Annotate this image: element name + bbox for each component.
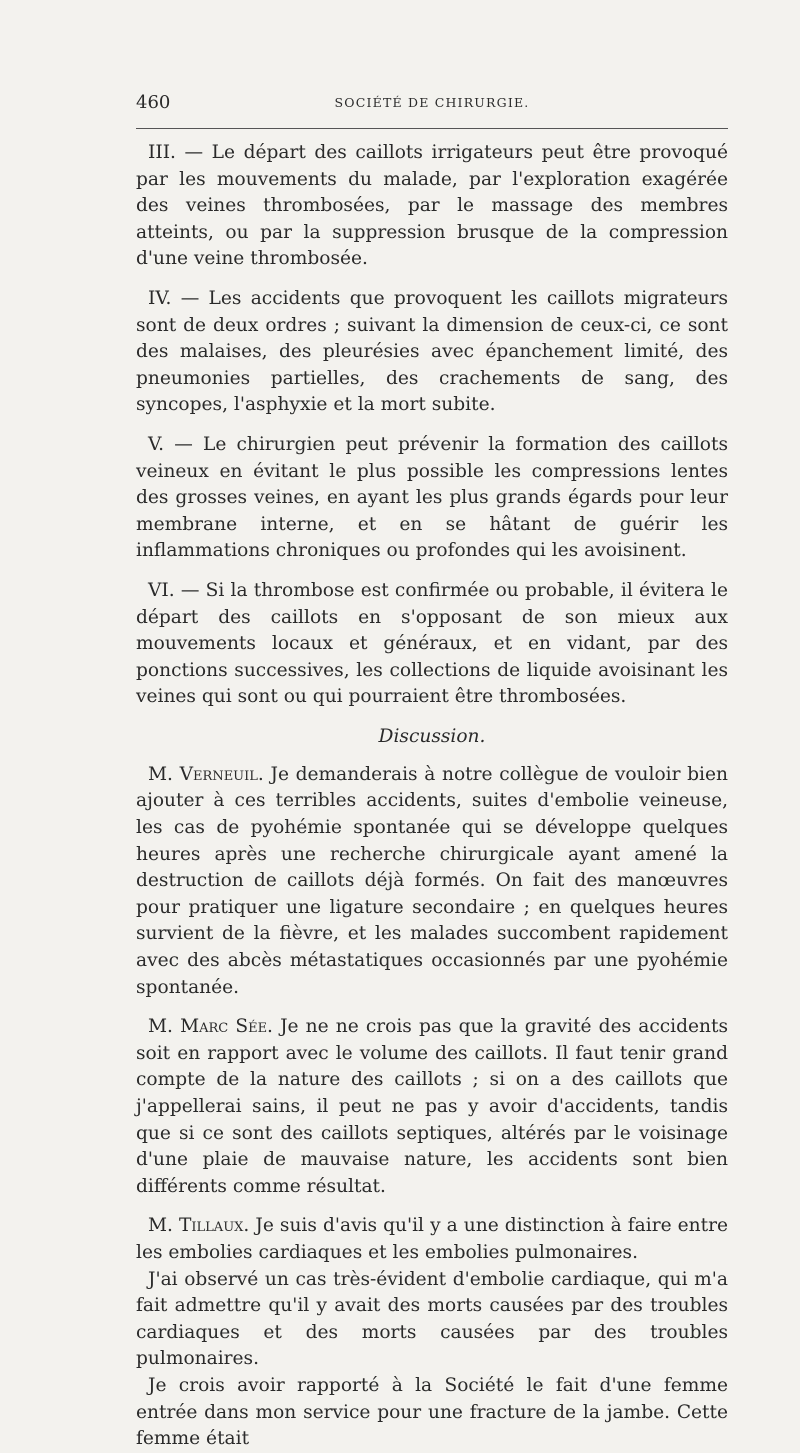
conclusion-text: — Le départ des caillots irrigateurs peut être provoqué par les mouvements du malade, par l'exploration exagérée des veines thrombosées, par le massage des membres atteints, ou par la suppression brusque de la compression d'une veine thrombosée. <box>136 142 728 270</box>
conclusion-VI <box>136 578 728 711</box>
intervention-text: Je ne ne crois pas que la gravité des accidents soit en rapport avec le volume des caillots. Il faut tenir grand compte de la nature des caillots ; si on a des caillots que j'appellerai sains, il peut ne pas y avoir d'accidents, tandis que si ce sont des caillots septiques, altérés par le voisinage d'une plaie de mauvaise nature, les accidents sont bien différents comme résultat. <box>136 1016 728 1197</box>
intervention-text: Je demanderais à notre collègue de vouloir bien ajouter à ces terribles accidents, suites d'embolie veineuse, les cas de pyohémie spontanée qui se développe quelques heures après une recherche chirurgicale ayant amené la destruction de caillots déjà formés. On fait des manœuvres pour pratiquer une ligature secondaire ; en quelques heures survient de la fièvre, et les malades succombent rapidement avec des abcès métastatiques occasionnés par une pyohémie spontanée. <box>136 763 728 998</box>
intervention-marc-see <box>136 1014 728 1200</box>
body-text <box>136 140 728 1453</box>
conclusion-V <box>136 432 728 565</box>
header-rule <box>136 128 728 129</box>
intervention-verneuil <box>136 762 728 1001</box>
conclusion-text: — Les accidents que provoquent les caillots migrateurs sont de deux ordres ; suivant la dimension de ceux-ci, ce sont des malaises, des pleurésies avec épanchement limité, des pneumonies partielles, des crachements de sang, des syncopes, l'asphyxie et la mort subite. <box>136 287 728 416</box>
page-header <box>136 92 728 116</box>
speaker-name: M. Marc Sée. <box>148 1016 273 1038</box>
speaker-name: M. Tillaux. <box>148 1215 250 1237</box>
conclusion-number: III. <box>148 142 176 163</box>
conclusion-IV <box>136 286 728 419</box>
tillaux-paragraph: J'ai observé un cas très-évident d'embolie cardiaque, qui m'a fait admettre qu'il y avait des morts causées par des troubles cardiaques et des morts causées par des troubles pulmonaires. <box>136 1268 728 1370</box>
conclusion-text: — Le chirurgien peut prévenir la formation des caillots veineux en évitant le plus possible les compressions lentes des grosses veines, en ayant les plus grands égards pour leur membrane interne, et en se hâtant de guérir les inflammations chroniques ou profondes qui les avoisinent. <box>136 433 728 562</box>
speaker-name: M. Verneuil. <box>148 763 264 785</box>
conclusion-text: — Si la thrombose est confirmée ou probable, il évitera le départ des caillots en s'opposant de son mieux aux mouvements locaux et généraux, et en vidant, par des ponctions successives, les collections de liquide avoisinant les veines qui sont ou qui pourraient être thrombosées. <box>136 579 728 708</box>
conclusion-number: VI. <box>148 579 175 601</box>
intervention-tillaux <box>136 1213 728 1266</box>
tillaux-paragraph: Je crois avoir rapporté à la Société le fait d'une femme entrée dans mon service pour une fracture de la jambe. Cette femme était <box>136 1374 728 1450</box>
page-number: 460 <box>136 92 171 113</box>
discussion-heading: Discussion. <box>378 725 486 747</box>
running-title: SOCIÉTÉ DE CHIRURGIE. <box>334 95 530 110</box>
conclusion-number: IV. <box>148 287 172 309</box>
conclusion-III <box>136 140 728 273</box>
intervention-text: Je suis d'avis qu'il y a une distinction à faire entre les embolies cardiaques et les embolies pulmonaires. <box>136 1215 728 1263</box>
conclusion-number: V. <box>148 433 165 455</box>
